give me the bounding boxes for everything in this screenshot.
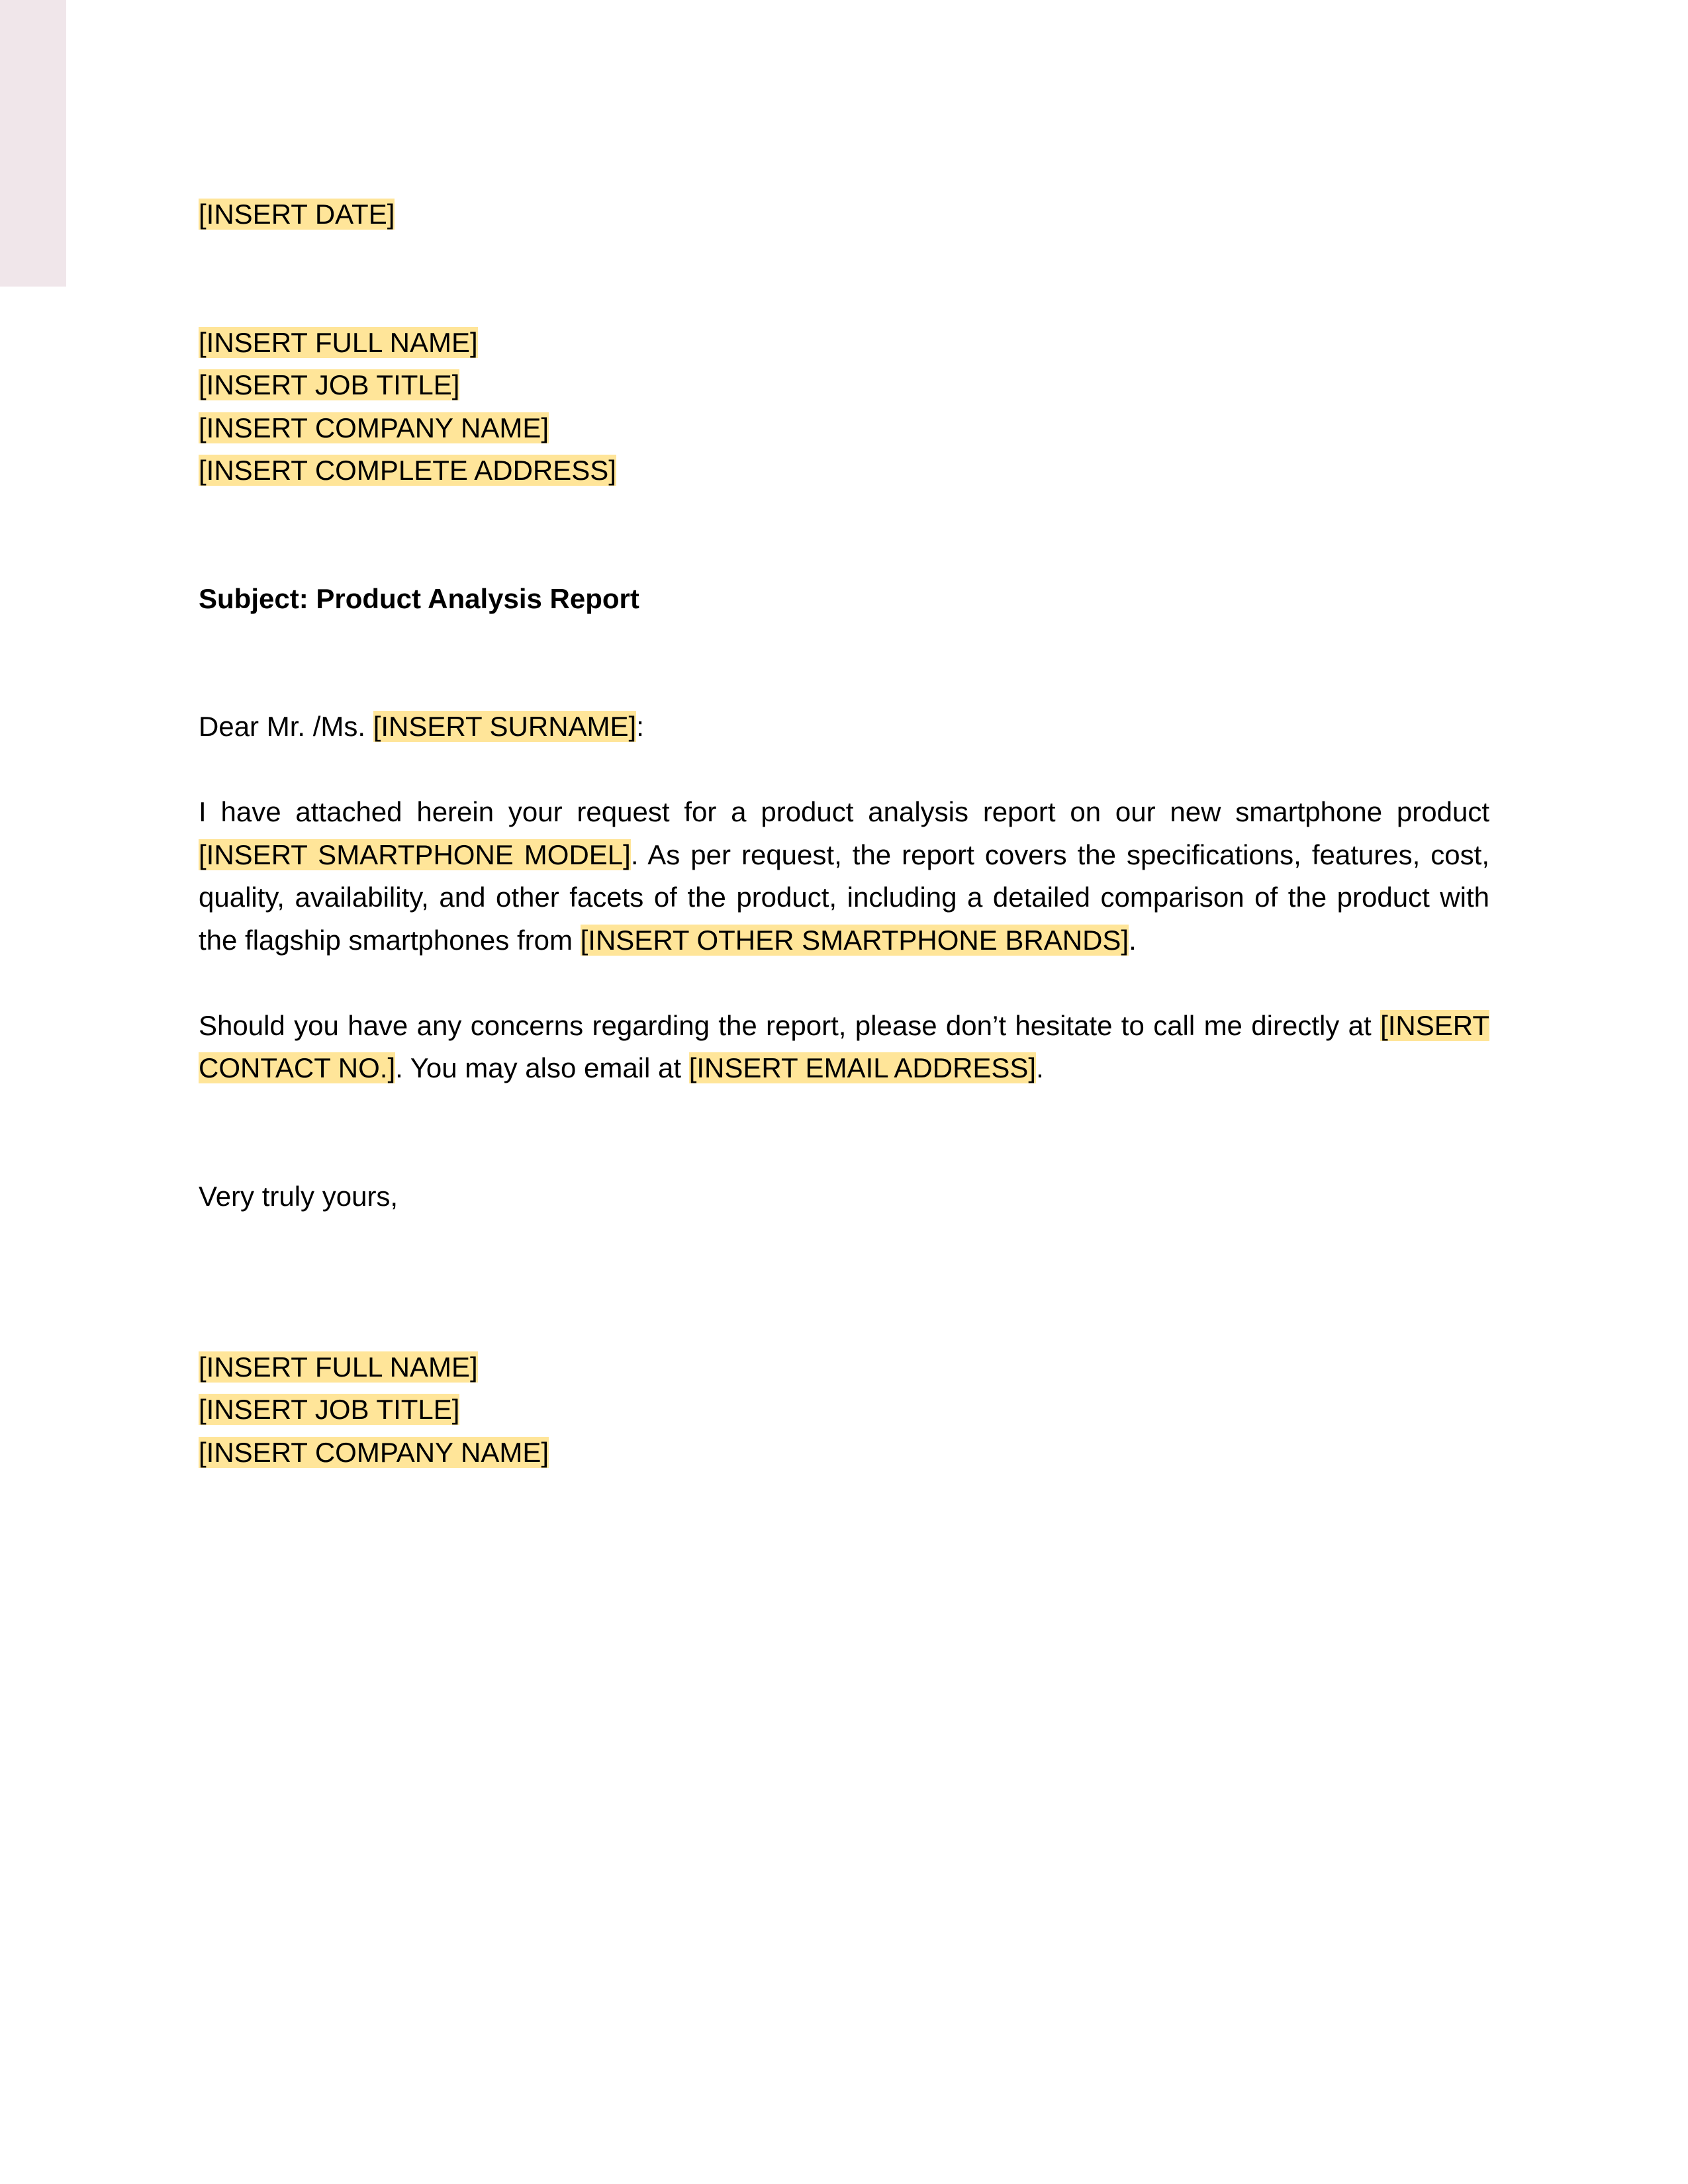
subject-line: Subject: Product Analysis Report xyxy=(199,582,639,614)
salutation-prefix: Dear Mr. /Ms. xyxy=(199,711,373,742)
recipient-company-line xyxy=(199,407,1489,450)
sender-title-line xyxy=(199,1388,1489,1432)
recipient-block xyxy=(199,322,1489,492)
sender-title-placeholder: [INSERT JOB TITLE] xyxy=(199,1394,460,1425)
sender-company-placeholder: [INSERT COMPANY NAME] xyxy=(199,1436,549,1468)
closing-line: Very truly yours, xyxy=(199,1180,399,1212)
smartphone-brands-placeholder: [INSERT OTHER SMARTPHONE BRANDS] xyxy=(580,924,1129,956)
paragraph-2-text-c: . xyxy=(1036,1052,1044,1083)
body-paragraph-2 xyxy=(199,1005,1489,1090)
smartphone-model-placeholder: [INSERT SMARTPHONE MODEL] xyxy=(199,839,631,870)
paragraph-1-text-b: . As per request, the report covers the specifications, features, cost, quality, availability, and other facets of the product, including a detailed comparison of the product with the flagship smartphones from xyxy=(199,839,1489,956)
sender-name-placeholder: [INSERT FULL NAME] xyxy=(199,1351,478,1383)
paragraph-2-text-b: . You may also email at xyxy=(395,1052,689,1083)
recipient-company-placeholder: [INSERT COMPANY NAME] xyxy=(199,412,549,443)
date-line xyxy=(199,193,1489,236)
salutation-line xyxy=(199,705,1489,749)
side-decoration-strip xyxy=(0,0,66,287)
paragraph-2-text-a: Should you have any concerns regarding the report, please don’t hesitate to call me directly at xyxy=(199,1009,1381,1041)
email-address-placeholder: [INSERT EMAIL ADDRESS] xyxy=(688,1052,1037,1083)
date-placeholder: [INSERT DATE] xyxy=(199,199,395,230)
sender-block xyxy=(199,1346,1489,1475)
sender-company-line xyxy=(199,1432,1489,1475)
letter-body xyxy=(199,193,1489,1474)
contact-number-placeholder: [INSERT CONTACT NO.] xyxy=(199,1009,1489,1083)
recipient-name-placeholder: [INSERT FULL NAME] xyxy=(199,326,478,358)
recipient-title-line xyxy=(199,364,1489,407)
paragraph-1-text-a: I have attached herein your request for a product analysis report on our new smartphone product xyxy=(199,796,1489,827)
recipient-address-line xyxy=(199,449,1489,492)
body-paragraph-1 xyxy=(199,791,1489,962)
salutation-suffix: : xyxy=(636,711,644,742)
recipient-name-line xyxy=(199,322,1489,365)
recipient-title-placeholder: [INSERT JOB TITLE] xyxy=(199,369,460,400)
sender-name-line xyxy=(199,1346,1489,1389)
surname-placeholder: [INSERT SURNAME] xyxy=(373,711,637,742)
recipient-address-placeholder: [INSERT COMPLETE ADDRESS] xyxy=(199,455,616,486)
paragraph-1-text-c: . xyxy=(1129,924,1137,956)
